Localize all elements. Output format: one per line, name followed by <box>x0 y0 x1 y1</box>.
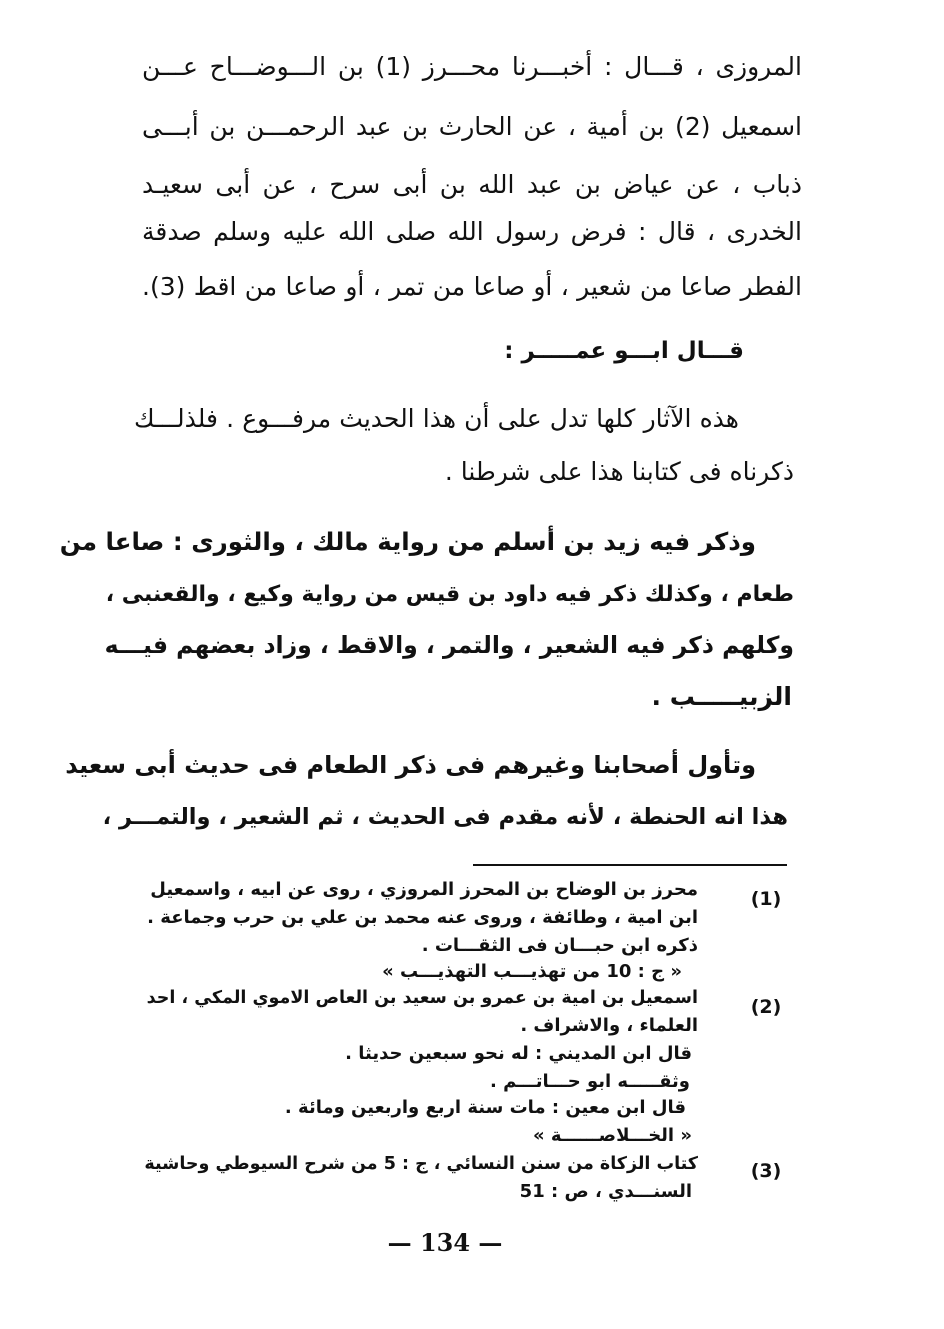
footnote-line: كتاب الزكاة من سنن النسائي ، ج : 5 من شرح السيوطي وحاشية <box>144 1154 698 1174</box>
body-line: هذا انه الحنطة ، لأنه مقدم فى الحديث ، ثم الشعير ، والتمـــر ، <box>102 804 788 830</box>
footnote-line: اسمعيل بن امية بن عمرو بن سعيد بن العاص الاموي المكي ، احد <box>146 988 698 1008</box>
footnote-line: محرز بن الوضاح بن المحرز المروزي ، روى عن ابيه ، واسمعيل <box>150 879 698 900</box>
footnote-number: (1) <box>750 888 782 910</box>
body-line: وذكر فيه زيد بن أسلم من رواية مالك ، والثورى : صاعا من <box>59 527 756 556</box>
body-line: وكلهم ذكر فيه الشعير ، والتمر ، والاقط ، وزاد بعضهم فيـــه <box>104 631 794 659</box>
footnote-line: العلماء ، والاشراف . <box>520 1015 698 1036</box>
footnote-separator <box>473 864 787 866</box>
body-line: الزبيـــــب . <box>651 682 792 711</box>
footnote-line: قال ابن المديني : له نحو سبعين حديثا . <box>345 1043 692 1064</box>
page-number: — 134 — <box>387 1228 503 1257</box>
body-line: ذباب ، عن عياض بن عبد الله بن أبى سرح ، عن أبى سعيـد <box>142 170 802 199</box>
body-line: طعام ، وكذلك ذكر فيه داود بن قيس من رواية وكيع ، والقعنبى ، <box>105 582 794 607</box>
footnote-line: « ج : 10 من تهذيـــب التهذيـــب » <box>382 961 682 982</box>
body-line: وتأول أصحابنا وغيرهم فى ذكر الطعام فى حديث أبى سعيد <box>65 751 756 779</box>
body-line: هذه الآثار كلها تدل على أن هذا الحديث مرفـــوع . فلذلـــك <box>134 404 739 433</box>
footnote-line: ابن امية ، وطائفة ، وروى عنه محمد بن علي بن حرب وجماعة . <box>147 907 698 928</box>
footnote-number: (3) <box>750 1160 782 1182</box>
body-line: المروزى ، قـــال : أخبـــرنا محـــرز (1) بن الـــوضـــاح عـــن <box>142 52 802 81</box>
body-line: ذكرناه فى كتابنا هذا على شرطنا . <box>444 457 794 486</box>
footnote-line: وثقـــــه ابو حـــاتـــم . <box>490 1071 690 1092</box>
footnote-line: قال ابن معين : مات سنة اربع واربعين ومائة . <box>284 1097 686 1118</box>
body-line: الفطر صاعا من شعير ، أو صاعا من تمر ، أو صاعا من اقط (3). <box>142 272 802 301</box>
section-heading: قـــال ابـــو عمـــــر : <box>504 338 744 364</box>
body-line: الخدرى ، قال : فرض رسول الله صلى الله عليه وسلم صدقة <box>142 217 802 246</box>
footnote-line: السنـــدي ، ص : 51 <box>519 1181 692 1202</box>
footnote-line: « الخـــلاصــــــة » <box>532 1125 692 1146</box>
body-line: اسمعيل (2) بن أمية ، عن الحارث بن عبد الرحمـــن بن أبـــى <box>142 112 802 141</box>
footnote-number: (2) <box>750 996 782 1018</box>
footnote-line: ذكره ابن حبـــان فى الثقـــات . <box>421 935 698 956</box>
